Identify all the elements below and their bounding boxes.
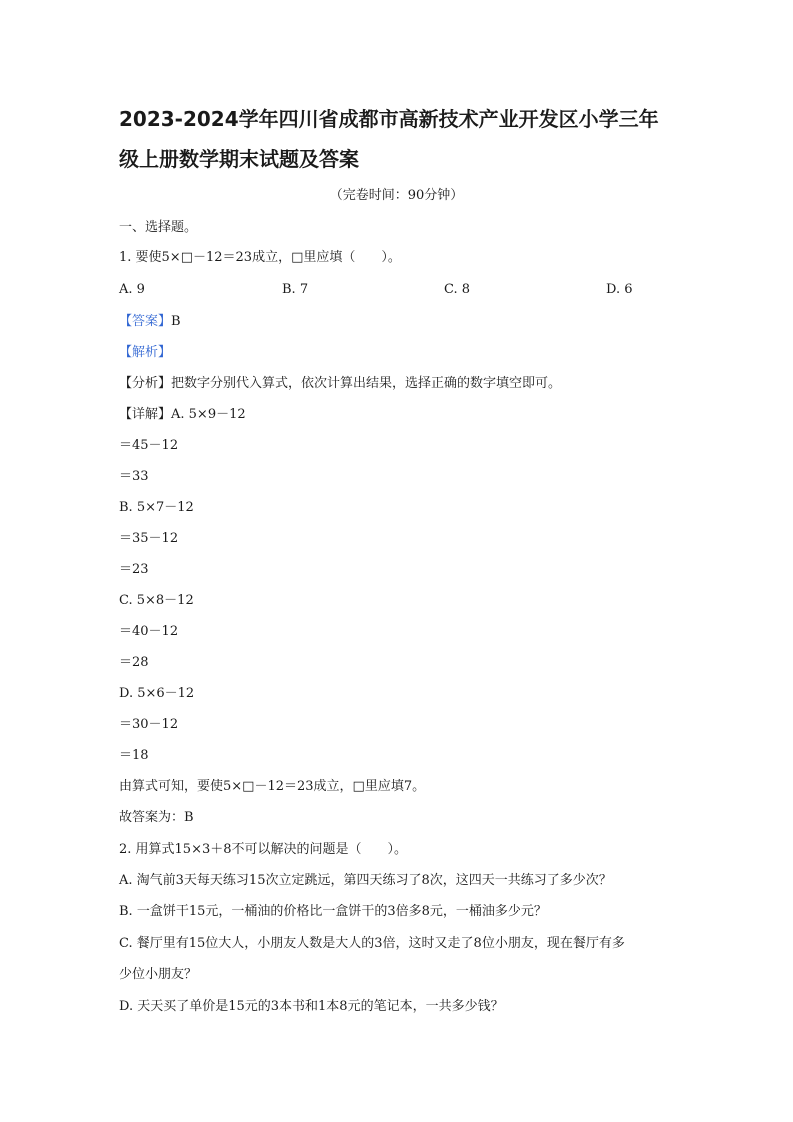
question-2-option-c: C. 餐厅里有15位大人，小朋友人数是大人的3倍，这时又走了8位小朋友，现在餐厅有多 [119, 936, 625, 951]
question-2-option-a: A. 淘气前3天每天练习15次立定跳远，第四天练习了8次，这四天一共练习了多少次？ [119, 873, 612, 888]
section-heading: 一、选择题。 [119, 220, 198, 235]
option-b: B. 7 [282, 282, 309, 297]
step-line: ＝35－12 [119, 531, 179, 546]
step-line: D. 5×6－12 [119, 686, 195, 701]
analysis-tag: 【解析】 [119, 345, 172, 360]
step-line: C. 5×8－12 [119, 593, 194, 608]
document-title-line-1: 2023-2024学年四川省成都市高新技术产业开发区小学三年 [119, 107, 659, 131]
step-line: ＝18 [119, 748, 149, 763]
answer-value: B [171, 314, 181, 329]
question-2-stem: 2. 用算式15×3＋8不可以解决的问题是（ ）。 [119, 842, 408, 857]
step-line: ＝28 [119, 655, 149, 670]
option-a: A. 9 [119, 282, 145, 297]
step-line: ＝45－12 [119, 438, 179, 453]
step-line: ＝40－12 [119, 624, 179, 639]
step-line: B. 5×7－12 [119, 500, 194, 515]
step-line: ＝23 [119, 562, 149, 577]
document-title-line-2: 级上册数学期末试题及答案 [119, 147, 359, 171]
analysis-summary: 【分析】把数字分别代入算式，依次计算出结果，选择正确的数字填空即可。 [119, 376, 562, 391]
step-line: ＝33 [119, 469, 149, 484]
question-2-option-d: D. 天天买了单价是15元的3本书和1本8元的笔记本，一共多少钱？ [119, 999, 504, 1014]
answer-tag: 【答案】 [119, 314, 172, 329]
option-d: D. 6 [606, 282, 633, 297]
answer-line [119, 313, 181, 331]
question-1-stem: 1. 要使5×□－12＝23成立，□里应填（ ）。 [119, 250, 401, 265]
final-answer: 故答案为：B [119, 810, 194, 825]
step-line: ＝30－12 [119, 717, 179, 732]
option-c: C. 8 [444, 282, 471, 297]
detail-start: 【详解】A. 5×9－12 [119, 407, 246, 422]
question-2-option-b: B. 一盒饼干15元，一桶油的价格比一盒饼干的3倍多8元，一桶油多少元？ [119, 904, 547, 919]
conclusion: 由算式可知，要使5×□－12＝23成立，□里应填7。 [119, 779, 426, 794]
question-2-option-c-continued: 少位小朋友？ [119, 967, 198, 982]
exam-duration: （完卷时间：90分钟） [329, 188, 464, 203]
